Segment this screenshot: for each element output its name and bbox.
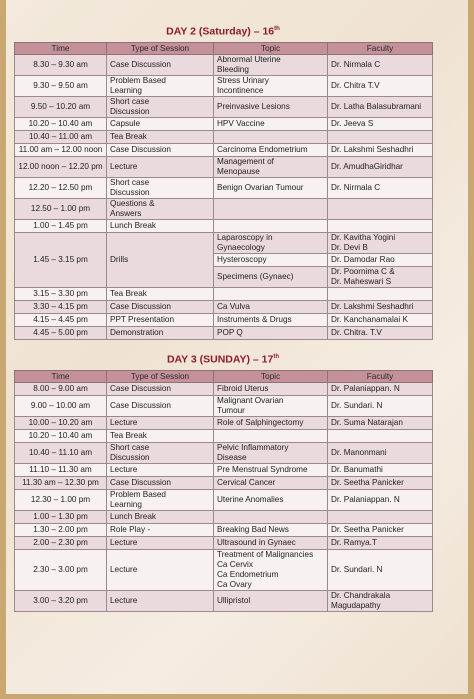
cell-time: 12.30 – 1.00 pm bbox=[15, 490, 107, 511]
table-row bbox=[15, 383, 433, 396]
cell-topic: Pre Menstrual Syndrome bbox=[214, 464, 328, 477]
col-header-time: Time bbox=[15, 371, 107, 383]
cell-time: 10.40 – 11.10 am bbox=[15, 443, 107, 464]
cell-topic bbox=[214, 288, 328, 301]
table-row bbox=[15, 327, 433, 340]
cell-faculty bbox=[328, 220, 433, 233]
cell-topic: Ca Vulva bbox=[214, 301, 328, 314]
day3-title: DAY 3 (SUNDAY) – 17th bbox=[166, 353, 280, 366]
cell-topic: Benign Ovarian Tumour bbox=[214, 178, 328, 199]
col-header-topic: Topic bbox=[214, 43, 328, 55]
table-row bbox=[15, 288, 433, 301]
cell-faculty: Dr. Seetha Panicker bbox=[328, 524, 433, 537]
cell-session-type: Lunch Break bbox=[107, 220, 214, 233]
table-row bbox=[15, 490, 433, 511]
cell-topic: Uterine Anomalies bbox=[214, 490, 328, 511]
cell-time: 1.00 – 1.45 pm bbox=[15, 220, 107, 233]
cell-time: 9.00 – 10.00 am bbox=[15, 396, 107, 417]
cell-time: 12.20 – 12.50 pm bbox=[15, 178, 107, 199]
table-row bbox=[15, 97, 433, 118]
cell-session-type: Lecture bbox=[107, 417, 214, 430]
cell-time: 8.30 – 9.30 am bbox=[15, 55, 107, 76]
cell-topic bbox=[214, 220, 328, 233]
table-row bbox=[15, 537, 433, 550]
cell-faculty: Dr. Nirmala C bbox=[328, 55, 433, 76]
table-row bbox=[15, 199, 433, 220]
cell-faculty: Dr. Lakshmi Seshadhri bbox=[328, 301, 433, 314]
cell-time: 10.00 – 10.20 am bbox=[15, 417, 107, 430]
cell-time: 1.30 – 2.00 pm bbox=[15, 524, 107, 537]
col-header-time: Time bbox=[15, 43, 107, 55]
cell-faculty: Dr. Damodar Rao bbox=[328, 254, 433, 267]
cell-topic: Cervical Cancer bbox=[214, 477, 328, 490]
cell-faculty bbox=[328, 131, 433, 144]
cell-faculty: Dr. Chitra. T.V bbox=[328, 327, 433, 340]
table-row bbox=[15, 157, 433, 178]
cell-faculty: Dr. Sundari. N bbox=[328, 396, 433, 417]
cell-time: 10.20 – 10.40 am bbox=[15, 430, 107, 443]
col-header-faculty: Faculty bbox=[328, 43, 433, 55]
cell-topic: Pelvic Inflammatory Disease bbox=[214, 443, 328, 464]
cell-faculty: Dr. Kanchanamalai K bbox=[328, 314, 433, 327]
cell-session-type: Lecture bbox=[107, 464, 214, 477]
table-row bbox=[15, 55, 433, 76]
cell-session-type: Lunch Break bbox=[107, 511, 214, 524]
cell-time: 11.00 am – 12.00 noon bbox=[15, 144, 107, 157]
cell-time: 10.20 – 10.40 am bbox=[15, 118, 107, 131]
table-row bbox=[15, 396, 433, 417]
cell-session-type: Questions & Answers bbox=[107, 199, 214, 220]
cell-session-type: Lecture bbox=[107, 591, 214, 612]
cell-faculty bbox=[328, 511, 433, 524]
cell-topic: Treatment of Malignancies Ca Cervix Ca Endometrium Ca Ovary bbox=[214, 550, 328, 591]
cell-session-type: Case Discussion bbox=[107, 396, 214, 417]
table-row bbox=[15, 314, 433, 327]
table-row bbox=[15, 464, 433, 477]
cell-topic bbox=[214, 511, 328, 524]
table-row bbox=[15, 76, 433, 97]
cell-topic: Stress Urinary Incontinence bbox=[214, 76, 328, 97]
cell-topic bbox=[214, 199, 328, 220]
cell-faculty: Dr. Suma Natarajan bbox=[328, 417, 433, 430]
cell-session-type: Problem Based Learning bbox=[107, 76, 214, 97]
cell-time: 10.40 – 11.00 am bbox=[15, 131, 107, 144]
table-row bbox=[15, 477, 433, 490]
cell-time: 3.15 – 3.30 pm bbox=[15, 288, 107, 301]
cell-topic bbox=[214, 430, 328, 443]
cell-topic: Malignant Ovarian Tumour bbox=[214, 396, 328, 417]
cell-time: 11.10 – 11.30 am bbox=[15, 464, 107, 477]
cell-session-type: Short case Discussion bbox=[107, 97, 214, 118]
cell-time: 2.30 – 3.00 pm bbox=[15, 550, 107, 591]
cell-session-type: Demonstration bbox=[107, 327, 214, 340]
cell-faculty: Dr. Sundari. N bbox=[328, 550, 433, 591]
cell-session-type: Lecture bbox=[107, 157, 214, 178]
cell-faculty: Dr. Manonmani bbox=[328, 443, 433, 464]
cell-faculty: Dr. Banumathi bbox=[328, 464, 433, 477]
day2-body bbox=[15, 55, 433, 340]
cell-faculty: Dr. Kavitha Yogini Dr. Devi B bbox=[328, 233, 433, 254]
cell-time: 12.00 noon – 12.20 pm bbox=[15, 157, 107, 178]
cell-faculty: Dr. Palaniappan. N bbox=[328, 490, 433, 511]
cell-session-type: Case Discussion bbox=[107, 144, 214, 157]
cell-topic: Abnormal Uterine Bleeding bbox=[214, 55, 328, 76]
cell-session-type: Short case Discussion bbox=[107, 443, 214, 464]
table-row bbox=[15, 233, 433, 254]
cell-faculty: Dr. AmudhaGiridhar bbox=[328, 157, 433, 178]
cell-topic: Laparoscopy in Gynaecology bbox=[214, 233, 328, 254]
table-row bbox=[15, 511, 433, 524]
cell-topic: Role of Salphingectomy bbox=[214, 417, 328, 430]
table-row bbox=[15, 524, 433, 537]
cell-topic: Specimens (Gynaec) bbox=[214, 267, 328, 288]
schedule-sheet bbox=[14, 22, 432, 612]
cell-time: 9.30 – 9.50 am bbox=[15, 76, 107, 97]
day2-title: DAY 2 (Saturday) – 16th bbox=[166, 25, 280, 38]
cell-session-type: Problem Based Learning bbox=[107, 490, 214, 511]
cell-session-type: Short case Discussion bbox=[107, 178, 214, 199]
cell-faculty: Dr. Chitra T.V bbox=[328, 76, 433, 97]
cell-session-type: Tea Break bbox=[107, 430, 214, 443]
table-row bbox=[15, 131, 433, 144]
table-row bbox=[15, 443, 433, 464]
cell-faculty: Dr. Palaniappan. N bbox=[328, 383, 433, 396]
cell-time: 3.00 – 3.20 pm bbox=[15, 591, 107, 612]
cell-time: 12.50 – 1.00 pm bbox=[15, 199, 107, 220]
day3-header-row bbox=[15, 371, 433, 383]
table-row bbox=[15, 591, 433, 612]
cell-faculty: Dr. Latha Balasubramani bbox=[328, 97, 433, 118]
cell-session-type: Case Discussion bbox=[107, 301, 214, 314]
cell-session-type: Lecture bbox=[107, 537, 214, 550]
cell-topic: Breaking Bad News bbox=[214, 524, 328, 537]
cell-topic: Preinvasive Lesions bbox=[214, 97, 328, 118]
col-header-topic: Topic bbox=[214, 371, 328, 383]
cell-topic bbox=[214, 131, 328, 144]
cell-session-type: Capsule bbox=[107, 118, 214, 131]
cell-topic: Fibroid Uterus bbox=[214, 383, 328, 396]
cell-topic: POP Q bbox=[214, 327, 328, 340]
table-row bbox=[15, 301, 433, 314]
col-header-type: Type of Session bbox=[107, 43, 214, 55]
table-row bbox=[15, 417, 433, 430]
day3-body bbox=[15, 383, 433, 612]
table-row bbox=[15, 220, 433, 233]
cell-topic: Ultrasound in Gynaec bbox=[214, 537, 328, 550]
cell-time: 4.15 – 4.45 pm bbox=[15, 314, 107, 327]
cell-session-type: Role Play - bbox=[107, 524, 214, 537]
cell-faculty bbox=[328, 199, 433, 220]
cell-time: 8.00 – 9.00 am bbox=[15, 383, 107, 396]
day2-table bbox=[14, 42, 433, 340]
cell-time: 3.30 – 4.15 pm bbox=[15, 301, 107, 314]
cell-session-type: PPT Presentation bbox=[107, 314, 214, 327]
cell-topic: HPV Vaccine bbox=[214, 118, 328, 131]
cell-faculty bbox=[328, 288, 433, 301]
col-header-faculty: Faculty bbox=[328, 371, 433, 383]
cell-topic: Management of Menopause bbox=[214, 157, 328, 178]
table-row bbox=[15, 430, 433, 443]
cell-session-type: Lecture bbox=[107, 550, 214, 591]
day3-table bbox=[14, 370, 433, 612]
cell-topic: Ullipristol bbox=[214, 591, 328, 612]
cell-faculty bbox=[328, 430, 433, 443]
cell-session-type: Case Discussion bbox=[107, 383, 214, 396]
table-row bbox=[15, 550, 433, 591]
cell-faculty: Dr. Jeeva S bbox=[328, 118, 433, 131]
cell-session-type: Drills bbox=[107, 233, 214, 288]
cell-session-type: Case Discussion bbox=[107, 55, 214, 76]
cell-time: 1.45 – 3.15 pm bbox=[15, 233, 107, 288]
cell-session-type: Tea Break bbox=[107, 288, 214, 301]
table-row bbox=[15, 178, 433, 199]
cell-faculty: Dr. Ramya.T bbox=[328, 537, 433, 550]
cell-time: 4.45 – 5.00 pm bbox=[15, 327, 107, 340]
cell-faculty: Dr. Nirmala C bbox=[328, 178, 433, 199]
cell-topic: Hysteroscopy bbox=[214, 254, 328, 267]
day2-header-row bbox=[15, 43, 433, 55]
cell-faculty: Dr. Seetha Panicker bbox=[328, 477, 433, 490]
cell-time: 2.00 – 2.30 pm bbox=[15, 537, 107, 550]
col-header-type: Type of Session bbox=[107, 371, 214, 383]
cell-faculty: Dr. Chandrakala Magudapathy bbox=[328, 591, 433, 612]
table-row bbox=[15, 118, 433, 131]
cell-session-type: Case Discussion bbox=[107, 477, 214, 490]
table-row bbox=[15, 144, 433, 157]
cell-time: 11.30 am – 12.30 pm bbox=[15, 477, 107, 490]
cell-session-type: Tea Break bbox=[107, 131, 214, 144]
cell-time: 1.00 – 1.30 pm bbox=[15, 511, 107, 524]
cell-topic: Carcinoma Endometrium bbox=[214, 144, 328, 157]
cell-faculty: Dr. Lakshmi Seshadhri bbox=[328, 144, 433, 157]
cell-faculty: Dr. Poornima C & Dr. Maheswari S bbox=[328, 267, 433, 288]
cell-time: 9.50 – 10.20 am bbox=[15, 97, 107, 118]
cell-topic: Instruments & Drugs bbox=[214, 314, 328, 327]
